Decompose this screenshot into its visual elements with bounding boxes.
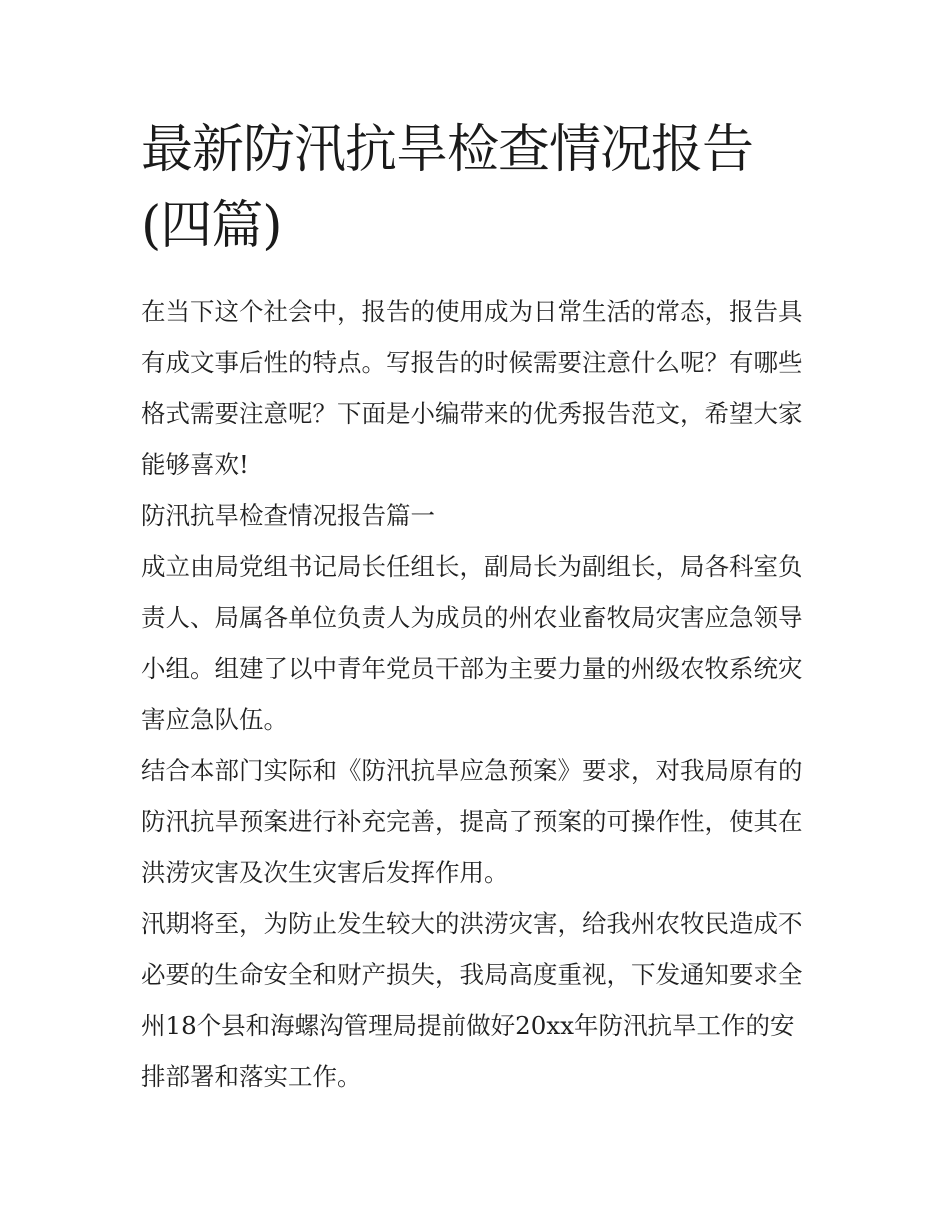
body-paragraph: 结合本部门实际和《防汛抗旱应急预案》要求，对我局原有的防汛抗旱预案进行补充完善，提高了预案的可操作性，使其在洪涝灾害及次生灾害后发挥作用。	[141, 756, 803, 887]
intro-paragraph: 在当下这个社会中，报告的使用成为日常生活的常态，报告具有成文事后性的特点。写报告的时候需要注意什么呢？有哪些格式需要注意呢？下面是小编带来的优秀报告范文，希望大家能够喜欢!	[141, 297, 803, 479]
document-title: 最新防汛抗旱检查情况报告(四篇)	[141, 120, 754, 256]
body-paragraph: 成立由局党组书记局长任组长，副局长为副组长，局各科室负责人、局属各单位负责人为成员的州农业畜牧局灾害应急领导小组。组建了以中青年党员干部为主要力量的州级农牧系统灾害应急队伍。	[141, 552, 803, 734]
section-heading: 防汛抗旱检查情况报告篇一	[141, 501, 435, 530]
document-page	[141, 112, 813, 1102]
document-body	[141, 286, 813, 1102]
body-paragraph: 汛期将至，为防止发生较大的洪涝灾害，给我州农牧民造成不必要的生命安全和财产损失，我局高度重视，下发通知要求全州18个县和海螺沟管理局提前做好20xx年防汛抗旱工作的安排部署和落实工作。	[141, 909, 803, 1091]
